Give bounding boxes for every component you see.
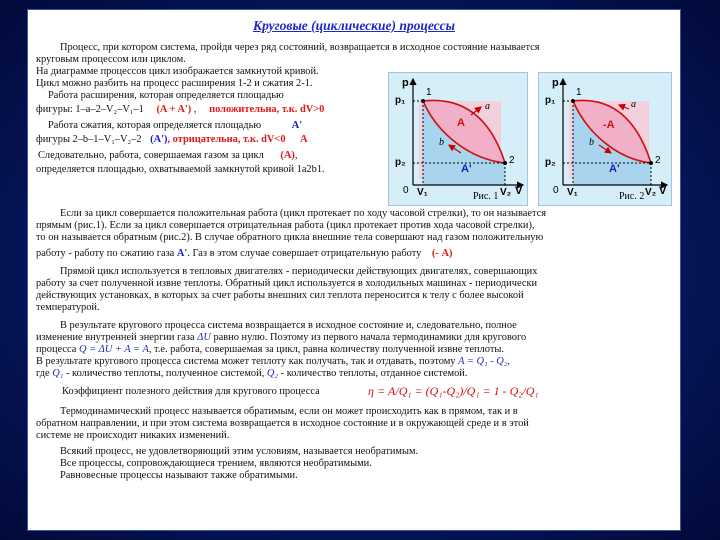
text-line: Процесс, при котором система, пройдя через ряд состояний, возвращается в исходное состояние называется: [60, 42, 540, 53]
figure-2: [538, 72, 672, 206]
text-line: Термодинамический процесс называется обратимым, если он может происходить как в прямом, так и в: [60, 406, 518, 417]
area-A-label: A: [457, 117, 465, 129]
text-line: Равновесные процессы называют также обратимыми.: [60, 470, 298, 481]
point-2-label: 2: [509, 155, 515, 166]
curve-b-label: b: [589, 137, 594, 148]
point-1-label: 1: [576, 87, 582, 98]
formula: Q₁: [52, 368, 64, 379]
axis-v-label: V: [659, 185, 667, 197]
p2-label: p₂: [395, 157, 406, 168]
formula: ΔU: [197, 332, 211, 343]
efficiency-formula: η = A/Q₁ = (Q₁-Q₂)/Q₁ = 1 - Q₂/Q₁: [368, 384, 539, 398]
text-line: Коэффициент полезного действия для кругового процесса: [62, 386, 320, 397]
slide-frame: [28, 10, 680, 530]
text-line: действующих установках, в которых за счет работы внешних сил теплота переносится к телу с более высокой: [36, 290, 524, 301]
area-Aprime-label: A': [609, 163, 620, 175]
text-line: работу за счет полученной извне теплоты. Обратный цикл используется в холодильных машинах - периодически: [36, 278, 538, 289]
p2-label: p₂: [545, 157, 556, 168]
text-line: температурой.: [36, 302, 100, 313]
v2-label: V₂: [645, 187, 657, 198]
text-line: Следовательно, работа, совершаемая газом за цикл (A),: [38, 150, 298, 161]
curve-a-label: a: [631, 99, 636, 110]
formula: Q = ΔU + A = A: [78, 344, 149, 355]
figure-1: [388, 72, 528, 206]
axis-p-label: p: [552, 77, 559, 89]
axis-p-label: p: [402, 77, 409, 89]
text-line: обратном направлении, и при этом система возвращается в исходное состояние и в окружающей среде и в этой: [36, 418, 529, 429]
text-line: В результате кругового процесса система может теплоту как получать, так и отдавать, поэтому A = Q₁ - Q₂,: [36, 356, 510, 367]
text-line: изменение внутренней энергии газа ΔU равно нулю. Поэтому из первого начала термодинамики для кругового: [36, 332, 527, 343]
text-line: Все процессы, сопровождающиеся трением, являются необратимыми.: [60, 458, 372, 469]
figure-path: фигуры: 1–a–2–V₂–V₁–1: [36, 104, 144, 115]
area-formula: (A'): [150, 134, 168, 145]
text-line: На диаграмме процессов цикл изображается замкнутой кривой.: [36, 66, 319, 77]
area-A-label: -A: [603, 119, 615, 131]
text-line: работу - работу по сжатию газа A'. Газ в этом случае совершает отрицательную работу (- A): [36, 248, 453, 259]
text-line: определяется площадью, охватываемой замкнутой кривой 1a2b1.: [36, 164, 325, 175]
point-2-label: 2: [655, 155, 661, 166]
negative-label: , отрицательна, т.к. dV<0: [167, 134, 286, 145]
text-line: Прямой цикл используется в тепловых двигателях - периодически действующих двигателях, совершающих: [60, 266, 538, 277]
point-1-label: 1: [426, 87, 432, 98]
text-line: [36, 104, 324, 116]
area-formula: (A + A'): [156, 104, 192, 115]
positive-label: положительна: [209, 104, 277, 115]
formula: A = Q₁ - Q₂: [458, 356, 508, 367]
formula: Q₂: [266, 368, 279, 379]
area-Aprime-label: A': [461, 163, 472, 175]
text-line: то он называется обратным (рис.2). В случае обратного цикла внешние тела совершают над газом положительную: [36, 232, 544, 243]
text-line: Работа сжатия, которая определяется площадью A': [48, 120, 303, 131]
text-line: системе не происходит никаких изменений.: [36, 430, 230, 441]
condition: , т.к. dV>0: [276, 104, 325, 115]
area-label: A: [300, 134, 308, 145]
p1-label: p₁: [545, 95, 556, 106]
comma: ,: [193, 104, 197, 115]
text-line: Работа расширения, которая определяется площадью: [48, 90, 284, 101]
text-line: Всякий процесс, не удовлетворяющий этим условиям, называется необратимым.: [60, 446, 419, 457]
figure-caption: Рис. 2: [619, 191, 645, 202]
area-label: A': [176, 248, 188, 259]
origin-label: 0: [553, 185, 559, 196]
v1-label: V₁: [567, 187, 578, 198]
text-line: Цикл можно разбить на процесс расширения 1-2 и сжатия 2-1.: [36, 78, 313, 89]
slide-title: Круговые (циклические) процессы: [252, 18, 456, 33]
p1-label: p₁: [395, 95, 406, 106]
v1-label: V₁: [417, 187, 428, 198]
v2-label: V₂: [500, 187, 512, 198]
text-line: прямым (рис.1). Если за цикл совершается отрицательная работа (цикл протекает против хода часовой стрелки),: [36, 220, 535, 231]
axis-v-label: V: [515, 185, 523, 197]
area-formula: (A): [280, 150, 295, 161]
text-line: где Q₁ - количество теплоты, полученное системой, Q₂ - количество теплоты, отданное системой.: [36, 368, 468, 379]
text-line: фигуры 2–b–1–V₁–V₂–2 (A'), отрицательна, т.к. dV<0 A: [36, 134, 308, 145]
text-line: Если за цикл совершается положительная работа (цикл протекает по ходу часовой стрелки), то он называется: [60, 208, 547, 219]
text-line: процесса Q = ΔU + A = A, т.е. работа, совершаемая за цикл, равна количеству полученной извне теплоты.: [36, 344, 504, 355]
origin-label: 0: [403, 185, 409, 196]
text-line: круговым процессом или циклом.: [36, 54, 186, 65]
negative-work: (- A): [431, 248, 453, 259]
curve-a-label: a: [485, 101, 490, 112]
curve-b-label: b: [439, 137, 444, 148]
text-line: В результате кругового процесса система возвращается в исходное состояние и, следовательно, полное: [60, 320, 517, 331]
area-label: A': [291, 120, 303, 131]
figure-caption: Рис. 1: [473, 191, 499, 202]
